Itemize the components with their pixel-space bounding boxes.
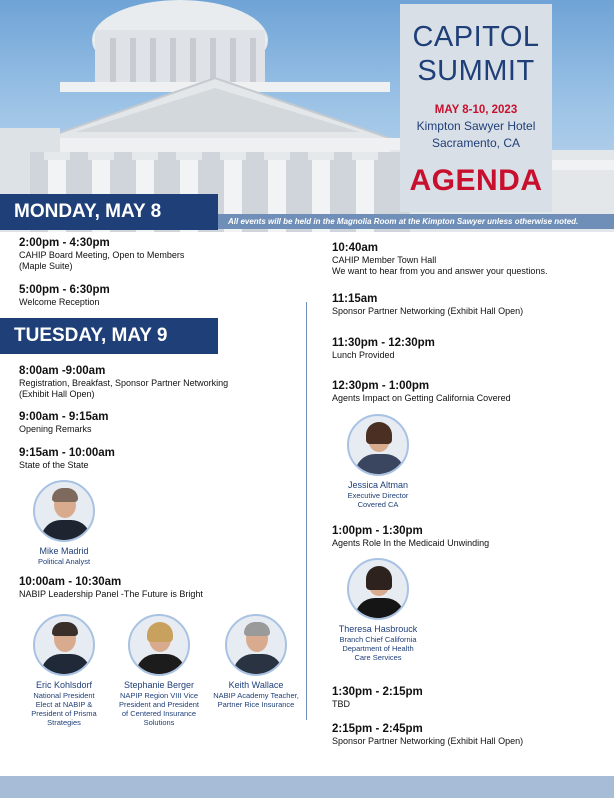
event-time: 9:15am - 10:00am	[19, 447, 115, 459]
speaker-mike-madrid	[22, 480, 106, 566]
speaker-role: NAPIP Region VIII Vice	[119, 691, 199, 700]
event-time: 9:00am - 9:15am	[19, 411, 109, 423]
speaker-role-4: Solutions	[143, 718, 175, 727]
event-desc-2: (Maple Suite)	[19, 261, 73, 271]
event-desc: Sponsor Partner Networking (Exhibit Hall Open)	[332, 736, 524, 746]
speaker-role-2: Elect at NABIP &	[35, 700, 93, 709]
agenda-heading: AGENDA	[409, 164, 543, 197]
speaker-role-3: Care Services	[354, 653, 402, 662]
speaker-keith-wallace	[208, 614, 304, 709]
event-time: 5:00pm - 6:30pm	[19, 284, 110, 296]
speaker-name: Jessica Altman	[347, 480, 409, 490]
event-desc: TBD	[332, 699, 350, 709]
speaker-name: Keith Wallace	[228, 680, 284, 690]
tuesday-event-4	[19, 576, 299, 600]
speaker-role-2: President and President	[118, 700, 200, 709]
event-desc: Sponsor Partner Networking (Exhibit Hall Open)	[332, 306, 524, 316]
speaker-role: Political Analyst	[37, 557, 91, 566]
monday-heading: MONDAY, MAY 8	[0, 194, 218, 230]
speaker-role-2: Partner Rice Insurance	[217, 700, 295, 709]
column-divider	[306, 302, 307, 720]
speaker-role-2: Department of Health	[342, 644, 414, 653]
right-event-7	[332, 723, 608, 747]
title-line-2: SUMMIT	[417, 55, 535, 87]
monday-event-2	[19, 284, 299, 308]
speaker-name: Theresa Hasbrouck	[338, 624, 418, 634]
event-desc: CAHIP Board Meeting, Open to Members	[19, 250, 185, 260]
right-event-4	[332, 380, 608, 404]
footer-bar	[0, 776, 614, 798]
event-time: 12:30pm - 1:00pm	[332, 380, 430, 392]
event-desc: NABIP Leadership Panel -The Future is Bright	[19, 589, 203, 599]
speaker-role-2: Covered CA	[357, 500, 399, 509]
event-time: 1:00pm - 1:30pm	[332, 525, 423, 537]
speaker-role-4: Strategies	[47, 718, 81, 727]
event-desc: Opening Remarks	[19, 424, 92, 434]
event-desc-2: We want to hear from you and answer your questions.	[332, 266, 548, 276]
speaker-name: Stephanie Berger	[123, 680, 195, 690]
speaker-eric-kohlsdorf	[22, 614, 106, 727]
hotel-city: Sacramento, CA	[431, 136, 521, 150]
speaker-photo	[347, 414, 409, 476]
right-event-6	[332, 686, 608, 710]
event-time: 2:00pm - 4:30pm	[19, 237, 110, 249]
venue-note: All events will be held in the Magnolia Room at the Kimpton Sawyer unless otherwise noted.	[218, 214, 614, 229]
speaker-role-3: President of Prisma	[31, 709, 97, 718]
event-dates: MAY 8-10, 2023	[434, 104, 518, 116]
tuesday-event-2	[19, 411, 299, 435]
monday-event-1	[19, 237, 299, 272]
event-desc: Registration, Breakfast, Sponsor Partner Networking	[19, 378, 229, 388]
event-time: 10:00am - 10:30am	[19, 576, 122, 588]
tuesday-heading: TUESDAY, MAY 9	[0, 318, 218, 354]
event-time: 1:30pm - 2:15pm	[332, 686, 423, 698]
speaker-role-3: of Centered Insurance	[121, 709, 197, 718]
title-card	[400, 4, 552, 212]
right-event-3	[332, 337, 608, 361]
speaker-role: NABIP Academy Teacher,	[213, 691, 299, 700]
tuesday-event-1	[19, 365, 299, 400]
hotel-name: Kimpton Sawyer Hotel	[416, 119, 536, 133]
event-desc: State of the State	[19, 460, 89, 470]
tuesday-event-3	[19, 447, 299, 471]
speaker-photo	[347, 558, 409, 620]
speaker-name: Eric Kohlsdorf	[35, 680, 93, 690]
speaker-stephanie-berger	[114, 614, 204, 727]
event-time: 11:30pm - 12:30pm	[332, 337, 435, 349]
speaker-name: Mike Madrid	[39, 546, 89, 556]
event-time: 10:40am	[332, 242, 379, 254]
speaker-theresa-hasbrouck	[326, 558, 430, 662]
right-event-2	[332, 293, 608, 317]
speaker-photo	[225, 614, 287, 676]
event-desc: CAHIP Member Town Hall	[332, 255, 437, 265]
speaker-role: National President	[33, 691, 95, 700]
right-event-1	[332, 242, 608, 277]
event-desc: Agents Role In the Medicaid Unwinding	[332, 538, 490, 548]
event-time: 2:15pm - 2:45pm	[332, 723, 423, 735]
right-event-5	[332, 525, 608, 549]
speaker-role: Executive Director	[347, 491, 409, 500]
event-time: 8:00am -9:00am	[19, 365, 106, 377]
speaker-photo	[33, 480, 95, 542]
speaker-role: Branch Chief California	[339, 635, 417, 644]
event-desc: Agents Impact on Getting California Covered	[332, 393, 511, 403]
speaker-photo	[128, 614, 190, 676]
event-desc: Welcome Reception	[19, 297, 100, 307]
event-desc: Lunch Provided	[332, 350, 395, 360]
speaker-photo	[33, 614, 95, 676]
speaker-jessica-altman	[330, 414, 426, 509]
event-desc-2: (Exhibit Hall Open)	[19, 389, 95, 399]
event-time: 11:15am	[332, 293, 378, 305]
title-line-1: CAPITOL	[412, 21, 540, 53]
